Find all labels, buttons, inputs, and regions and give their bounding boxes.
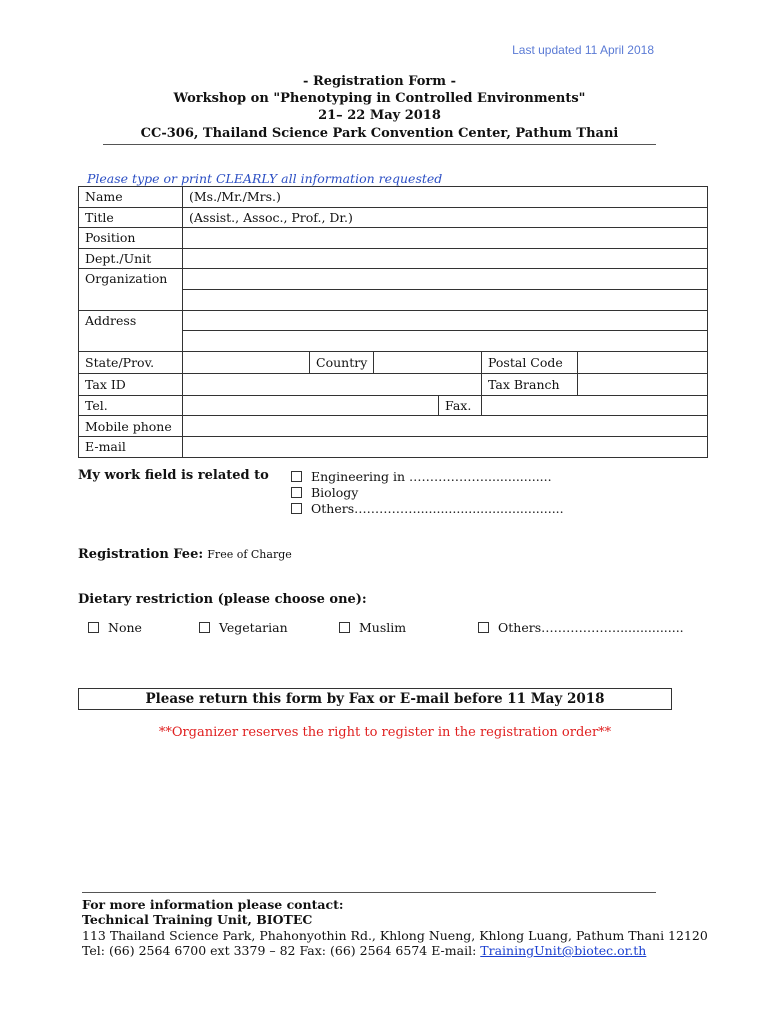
- title-field[interactable]: (Assist., Assoc., Prof., Dr.): [183, 207, 708, 228]
- header-divider: [103, 144, 656, 145]
- return-notice: Please return this form by Fax or E-mail before 11 May 2018: [78, 688, 672, 710]
- form-title: - Registration Form -: [303, 74, 456, 89]
- dietary-label: Dietary restriction (please choose one):: [78, 592, 367, 607]
- dept-field[interactable]: [183, 248, 708, 269]
- checkbox-icon[interactable]: [478, 622, 489, 633]
- address-field-2[interactable]: [183, 331, 708, 352]
- organization-label: Organization: [79, 269, 183, 310]
- state-field[interactable]: [183, 351, 310, 373]
- checkbox-icon[interactable]: [339, 622, 350, 633]
- row-dept: [79, 248, 708, 269]
- contact-phone: Tel: (66) 2564 6700 ext 3379 – 82 Fax: (66) 2564 6574 E-mail:: [82, 943, 481, 958]
- row-email: [79, 436, 708, 457]
- taxid-label: Tax ID: [79, 373, 183, 395]
- organizer-notice: **Organizer reserves the right to register in the registration order**: [158, 725, 612, 740]
- work-field-label: My work field is related to: [78, 468, 269, 483]
- name-label: Name: [79, 187, 183, 208]
- country-label: Country: [310, 351, 374, 373]
- contact-address: 113 Thailand Science Park, Phahonyothin Rd., Khlong Nueng, Khlong Luang, Pathum Thani 12120: [82, 928, 708, 943]
- registration-fee: [78, 547, 292, 562]
- checkbox-icon[interactable]: [291, 487, 302, 498]
- organization-field-2[interactable]: [183, 289, 708, 310]
- contact-email-link[interactable]: TrainingUnit@biotec.or.th: [480, 943, 647, 958]
- fax-field[interactable]: [482, 395, 708, 416]
- row-position: [79, 228, 708, 249]
- checkbox-icon[interactable]: [291, 471, 302, 482]
- taxbranch-label: Tax Branch: [482, 373, 578, 395]
- work-field-engineering[interactable]: Engineering in ……………….................: [291, 469, 552, 484]
- mobile-label: Mobile phone: [79, 416, 183, 437]
- last-updated: Last updated 11 April 2018: [512, 43, 654, 57]
- workshop-title: Workshop on "Phenotyping in Controlled Environments": [173, 91, 586, 106]
- dept-label: Dept./Unit: [79, 248, 183, 269]
- checkbox-icon[interactable]: [291, 503, 302, 514]
- row-mobile: [79, 416, 708, 437]
- taxbranch-field[interactable]: [578, 373, 708, 395]
- dietary-others[interactable]: Others……………….................: [478, 620, 684, 635]
- taxid-field[interactable]: [183, 373, 482, 395]
- workshop-date: 21– 22 May 2018: [318, 108, 441, 123]
- address-label: Address: [79, 310, 183, 351]
- fee-label: Registration Fee:: [78, 547, 204, 562]
- fax-label: Fax.: [439, 395, 482, 416]
- fee-value: Free of Charge: [207, 548, 292, 561]
- contact-heading: For more information please contact:: [82, 897, 344, 912]
- postal-label: Postal Code: [482, 351, 578, 373]
- tel-field[interactable]: [183, 395, 439, 416]
- organization-field-1[interactable]: [183, 269, 708, 290]
- footer-divider: [82, 892, 656, 893]
- row-state: [79, 351, 708, 373]
- row-title: [79, 207, 708, 228]
- workshop-venue: CC-306, Thailand Science Park Convention Center, Pathum Thani: [140, 126, 619, 141]
- work-field-biology[interactable]: Biology: [291, 485, 358, 500]
- postal-field[interactable]: [578, 351, 708, 373]
- dietary-muslim[interactable]: Muslim: [339, 620, 406, 635]
- work-field-others[interactable]: Others…………….....................................: [291, 501, 564, 516]
- row-tel: [79, 395, 708, 416]
- address-field-1[interactable]: [183, 310, 708, 331]
- tel-label: Tel.: [79, 395, 183, 416]
- mobile-field[interactable]: [183, 416, 708, 437]
- position-label: Position: [79, 228, 183, 249]
- row-taxid: [79, 373, 708, 395]
- email-field[interactable]: [183, 436, 708, 457]
- registration-table: [78, 186, 708, 458]
- row-address-1: [79, 310, 708, 331]
- dietary-none[interactable]: None: [88, 620, 142, 635]
- name-field[interactable]: (Ms./Mr./Mrs.): [183, 187, 708, 208]
- row-organization-1: [79, 269, 708, 290]
- contact-unit: Technical Training Unit, BIOTEC: [82, 912, 313, 927]
- state-label: State/Prov.: [79, 351, 183, 373]
- contact-phone-line: [82, 943, 646, 958]
- position-field[interactable]: [183, 228, 708, 249]
- form-instruction: Please type or print CLEARLY all information requested: [87, 171, 443, 186]
- checkbox-icon[interactable]: [88, 622, 99, 633]
- dietary-vegetarian[interactable]: Vegetarian: [199, 620, 288, 635]
- title-label: Title: [79, 207, 183, 228]
- row-name: [79, 187, 708, 208]
- country-field[interactable]: [374, 351, 482, 373]
- email-label: E-mail: [79, 436, 183, 457]
- checkbox-icon[interactable]: [199, 622, 210, 633]
